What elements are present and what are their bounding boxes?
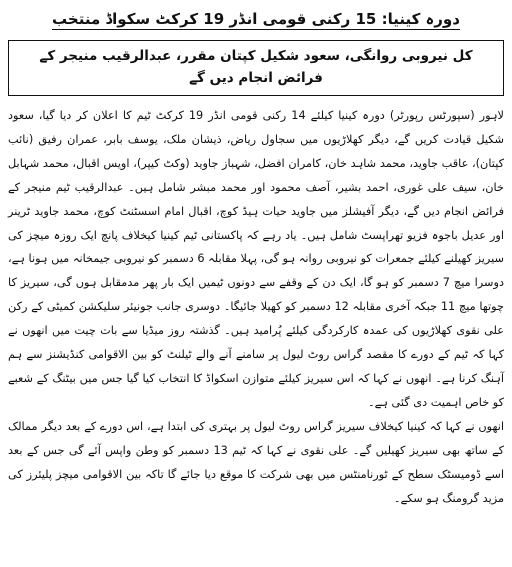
article-subheadline-box [8,40,504,96]
subheadline-line-1: کل نیروبی روانگی، سعود شکیل کپتان مقرر، عبدالرقیب منیجر کے فرائض انجام دیں گے [39,48,473,86]
article-body [8,104,504,510]
body-paragraph-2: انھوں نے کہا کہ کینیا کیخلاف سیریز گراس روٹ لیول پر بہتری کی ابتدا ہے، اس دورے کے بعد دیگر ممالک کے ساتھ بھی سیریز کھیلیں گے۔ علی نقوی نے کہا کہ ٹیم 13 دسمبر کو وطن واپس آئے گی جس کے بعد اسے ڈومیسٹک سطح کے ٹورنامنٹس میں بھی شرکت کا موقع دیا جائے گا تاکہ بین الاقوامی میچز پلیئرز کی مزید گرومنگ ہو سکے۔ [8,419,504,505]
article-headline [8,8,504,30]
body-paragraph-1: لاہور (سپورٹس رپورٹر) دورہ کینیا کیلئے 14 رکنی قومی انڈر 19 کرکٹ ٹیم کا اعلان کر دیا گیا، سعود شکیل قیادت کریں گے، دیگر کھلاڑیوں میں سجاول ریاض، ذیشان ملک، یوسف بابر، عمران رفیق (نائب کپتان)، عاقب جاوید، محمد شاہد خان، کامران افضل، شہباز جاوید (وکٹ کیپر)، اویس اقبال، محمد شہابل خان، سیف علی غوری، احمد بشیر، آصف محمود اور محمد مبشر شامل ہیں۔ عبدالرقیب ٹیم منیجر کے فرائض انجام دیں گے، دیگر آفیشلز میں جاوید حیات ہیڈ کوچ، اقبال امام اسسٹنٹ کوچ، محمد جاوید ٹرینر اور عدیل باجوہ فزیو تھراپسٹ شامل ہیں۔ یاد رہے کہ پاکستانی ٹیم کینیا کیخلاف پانچ ایک روزہ میچز کی سیریز کھیلنے کیلئے جمعرات کو نیروبی روانہ ہو گی، پہلا مقابلہ 6 دسمبر کو نیروبی جیمخانہ میں ہونا ہے، دوسرا میچ 7 دسمبر کو ہو گا، ایک دن کے وقفے سے دونوں ٹیمیں ایک بار پھر مدمقابل ہوں گی، سیریز کا چوتھا میچ 11 جبکہ آخری مقابلہ 12 دسمبر کو کھیلا جائیگا۔ دوسری جانب جونیئر سلیکشن کمیٹی کے رکن علی نقوی کھلاڑیوں کی عمدہ کارکردگی کیلئے پُرامید ہیں۔ گذشتہ روز میڈیا سے بات چیت میں انھوں نے کہا کہ ٹیم کے دورے کا مقصد گراس روٹ لیول پر سامنے آنے والے ٹیلنٹ کو بین الاقوامی کنڈیشنز سے ہم آہنگ کرنا ہے۔ انھوں نے کہا کہ اس سیریز کیلئے متوازن اسکواڈ کا انتخاب کیا گیا جس میں بیٹنگ کے شعبے کو خاص اہمیت دی گئی ہے۔ [8,109,504,409]
headline-text: دورہ کینیا: 15 رکنی قومی انڈر 19 کرکٹ سکواڈ منتخب [52,10,460,28]
